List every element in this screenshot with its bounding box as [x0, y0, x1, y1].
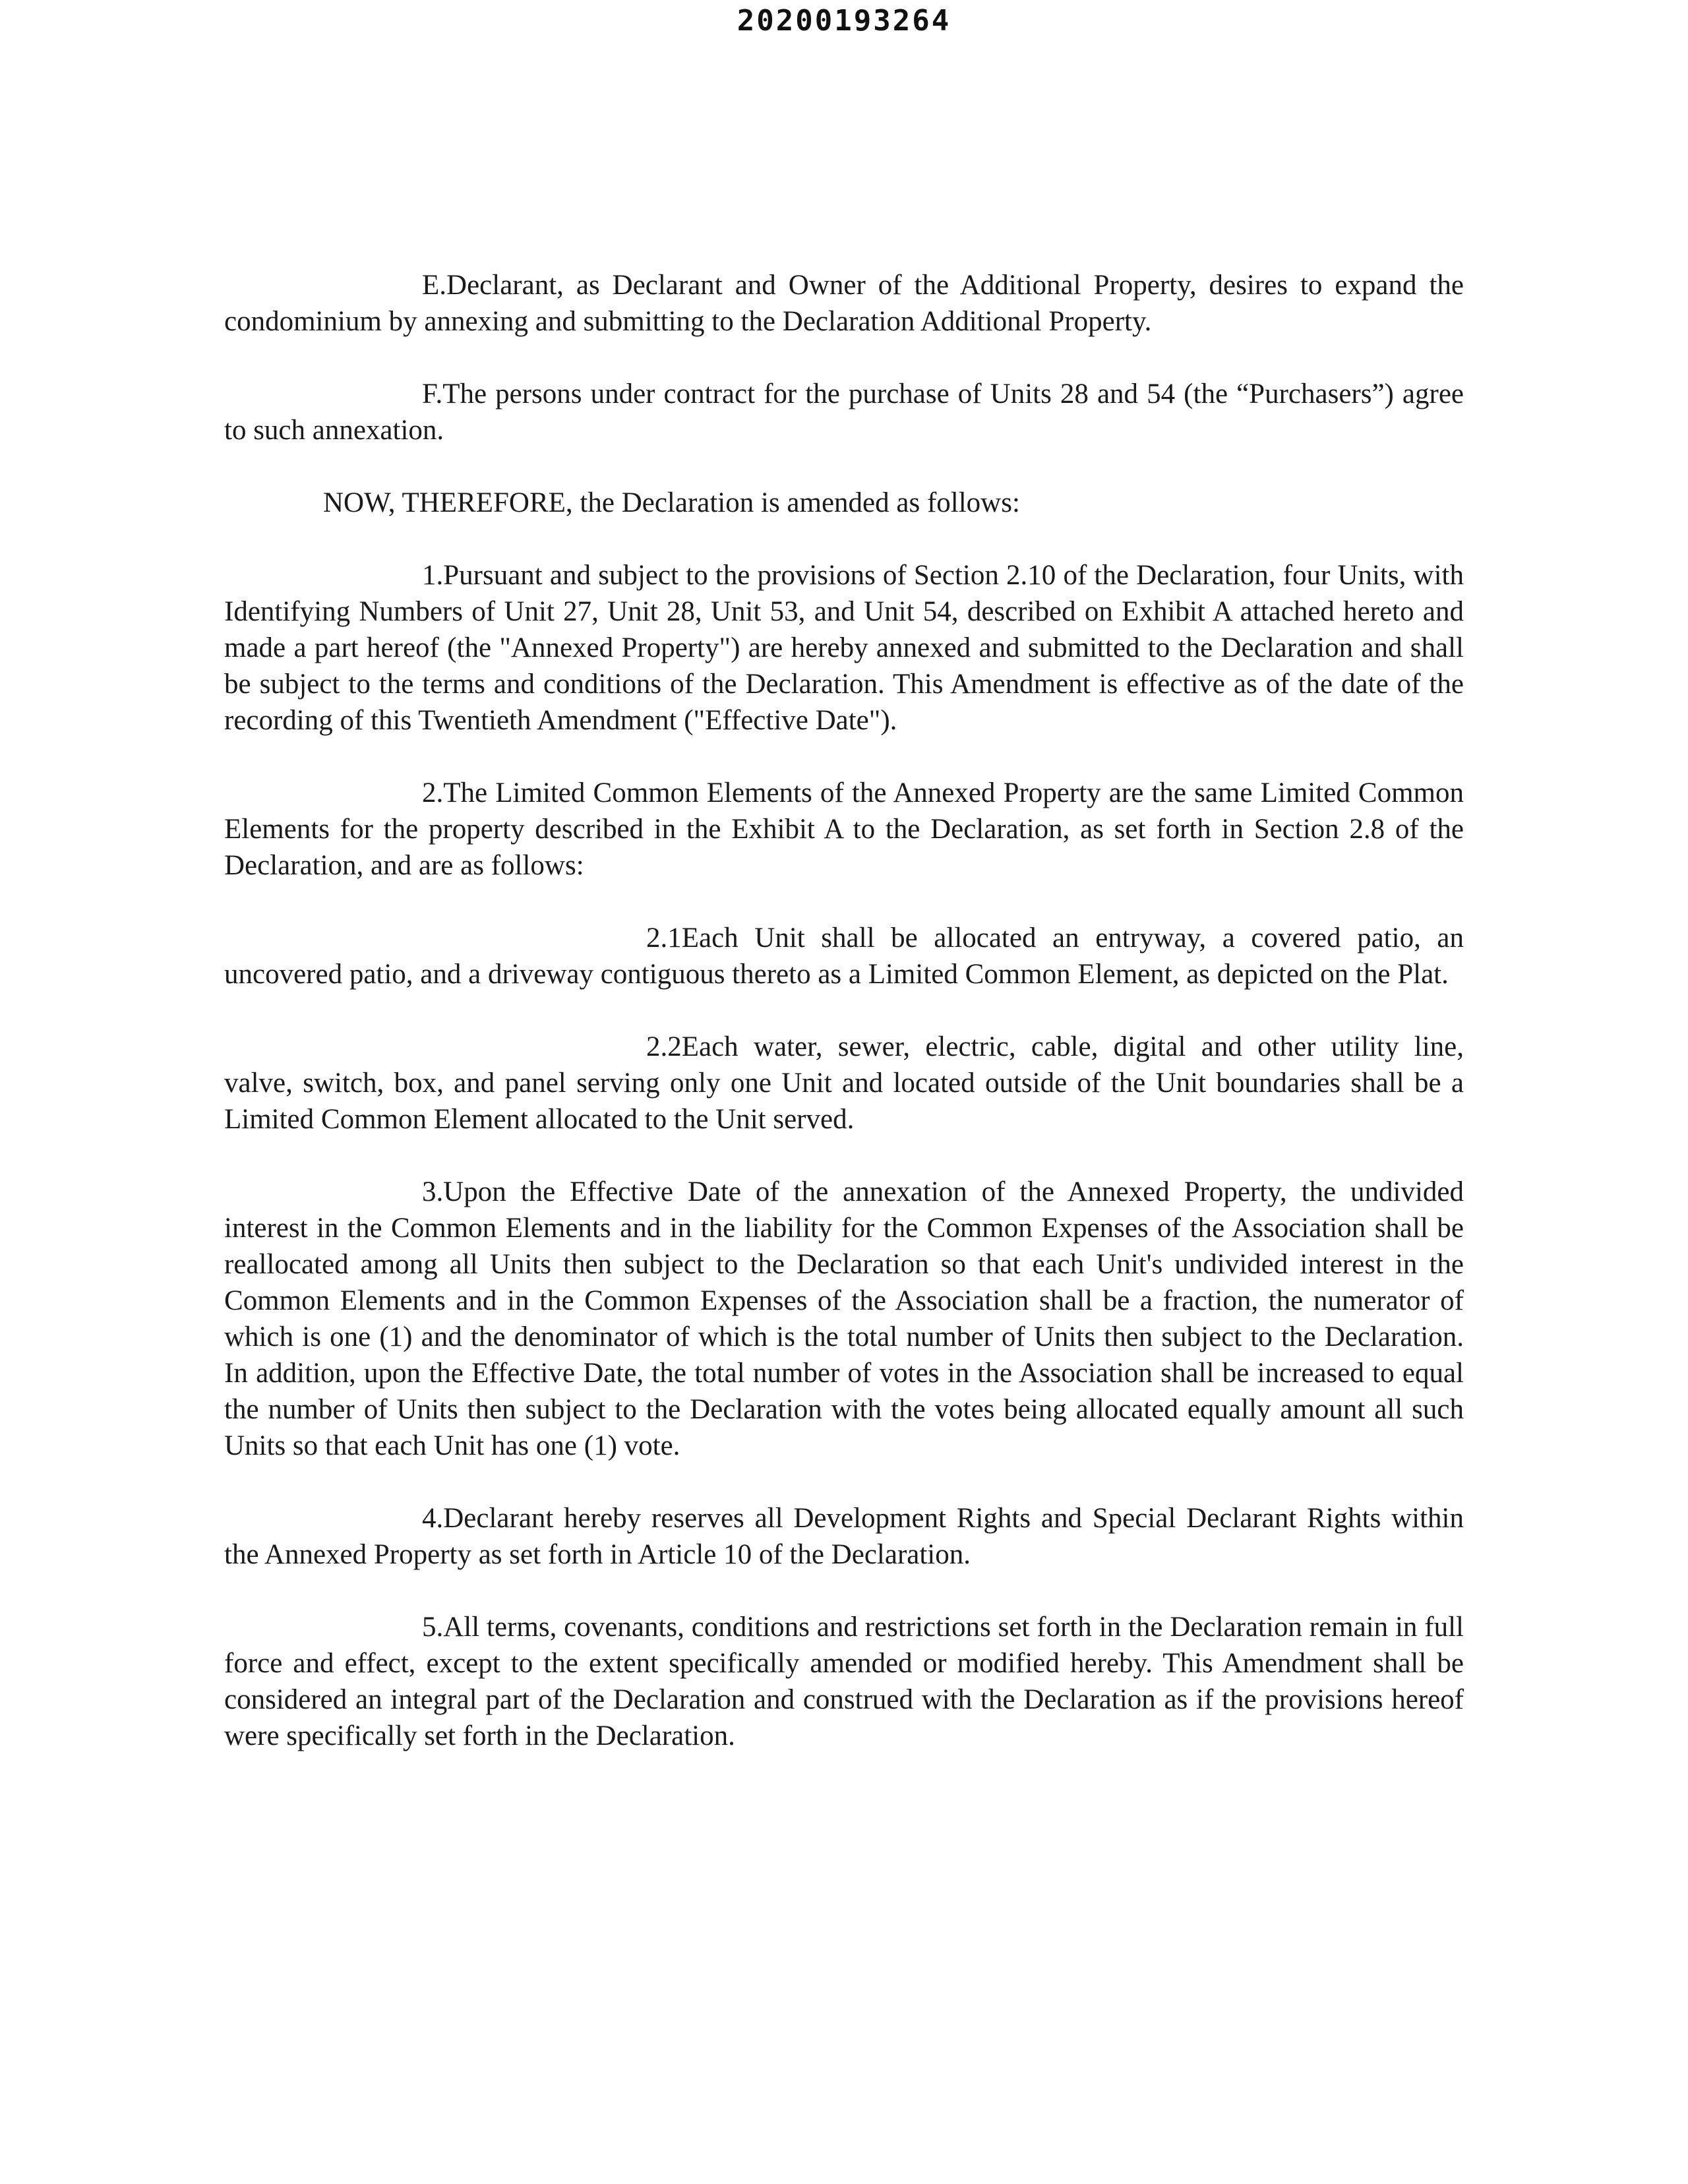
- section-4-text: Declarant hereby reserves all Development Rights and Special Declarant Rights within the Annexed Property as set forth in Article 10 of the Declaration.: [224, 1503, 1464, 1570]
- recital-e: [224, 267, 1464, 340]
- section-1-text: Pursuant and subject to the provisions of Section 2.10 of the Declaration, four Units, with Identifying Numbers of Unit 27, Unit 28, Unit 53, and Unit 54, described on Exhibit A attached hereto and made a part hereof (the "Annexed Property") are hereby annexed and submitted to the Declaration and shall be subject to the terms and conditions of the Declaration. This Amendment is effective as of the date of the recording of this Twentieth Amendment ("Effective Date").: [224, 560, 1464, 736]
- section-2-2-text: Each water, sewer, electric, cable, digital and other utility line, valve, switch, box, and panel serving only one Unit and located outside of the Unit boundaries shall be a Limited Common Element allocated to the Unit served.: [224, 1031, 1464, 1135]
- section-1: [224, 557, 1464, 739]
- section-2-label: 2.: [422, 777, 444, 808]
- section-1-label: 1.: [422, 560, 444, 591]
- document-body: [224, 267, 1464, 1790]
- section-3: [224, 1174, 1464, 1464]
- document-number: 20200193264: [737, 4, 951, 38]
- section-3-label: 3.: [422, 1176, 444, 1207]
- recital-f: [224, 376, 1464, 448]
- recital-e-text: Declarant, as Declarant and Owner of the Additional Property, desires to expand the condominium by annexing and submitting to the Declaration Additional Property.: [224, 270, 1464, 337]
- recital-e-label: E.: [422, 270, 447, 301]
- intro-statement: NOW, THEREFORE, the Declaration is amended as follows:: [323, 487, 1020, 518]
- section-4: [224, 1500, 1464, 1573]
- recital-f-label: F.: [422, 379, 443, 410]
- section-2-1-label: 2.1: [646, 923, 682, 954]
- section-5: [224, 1609, 1464, 1754]
- section-2-1: [224, 920, 1464, 992]
- section-5-text: All terms, covenants, conditions and restrictions set forth in the Declaration remain in full force and effect, except to the extent specifically amended or modified hereby. This Amendment shall be considered an integral part of the Declaration and construed with the Declaration as if the provisions hereof were specifically set forth in the Declaration.: [224, 1612, 1464, 1751]
- section-2-1-text: Each Unit shall be allocated an entryway, a covered patio, an uncovered patio, and a driveway contiguous thereto as a Limited Common Element, as depicted on the Plat.: [224, 923, 1464, 990]
- section-2-text: The Limited Common Elements of the Annexed Property are the same Limited Common Elements for the property described in the Exhibit A to the Declaration, as set forth in Section 2.8 of the Declaration, and are as follows:: [224, 777, 1464, 881]
- section-2-2-label: 2.2: [646, 1031, 682, 1062]
- section-2-2: [224, 1029, 1464, 1138]
- section-2: [224, 775, 1464, 884]
- section-4-label: 4.: [422, 1503, 444, 1534]
- section-5-label: 5.: [422, 1612, 444, 1643]
- recital-f-text: The persons under contract for the purchase of Units 28 and 54 (the “Purchasers”) agree to such annexation.: [224, 379, 1464, 446]
- section-3-text: Upon the Effective Date of the annexation of the Annexed Property, the undivided interest in the Common Elements and in the liability for the Common Expenses of the Association shall be reallocated among all Units then subject to the Declaration so that each Unit's undivided interest in the Common Elements and in the Common Expenses of the Association shall be a fraction, the numerator of which is one (1) and the denominator of which is the total number of Units then subject to the Declaration. In addition, upon the Effective Date, the total number of votes in the Association shall be increased to equal the number of Units then subject to the Declaration with the votes being allocated equally amount all such Units so that each Unit has one (1) vote.: [224, 1176, 1464, 1461]
